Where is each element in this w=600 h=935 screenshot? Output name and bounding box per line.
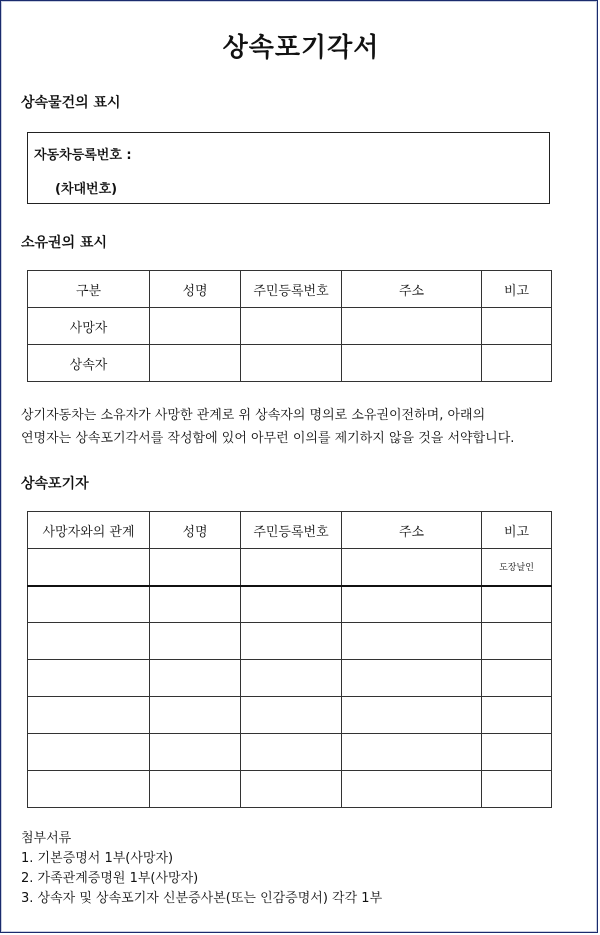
- column-header: 주소: [342, 271, 482, 308]
- relation-cell[interactable]: [28, 660, 150, 697]
- remarks-cell[interactable]: [482, 623, 552, 660]
- chassis-number-label: (차대번호): [55, 182, 118, 197]
- column-header: 주민등록번호: [241, 512, 342, 549]
- table-row: [28, 623, 552, 660]
- resident-number-cell[interactable]: [241, 697, 342, 734]
- table-row: [28, 697, 552, 734]
- resident-number-cell[interactable]: [241, 660, 342, 697]
- address-cell[interactable]: [342, 308, 482, 345]
- vehicle-info-box: [27, 132, 550, 204]
- column-header: 성명: [150, 512, 241, 549]
- statement-line: 연명자는 상속포기각서를 작성함에 있어 아무런 이의를 제기하지 않을 것을 서약합니다.: [21, 431, 515, 446]
- name-cell[interactable]: [150, 660, 241, 697]
- column-header: 사망자와의 관계: [28, 512, 150, 549]
- statement-line: 상기자동차는 소유자가 사망한 관계로 위 상속자의 명의로 소유권이전하며, 아래의: [21, 408, 486, 423]
- pledge-statement: [21, 404, 591, 450]
- resident-number-cell[interactable]: [241, 345, 342, 382]
- attachments-section: [21, 829, 382, 909]
- ownership-heading: 소유권의 표시: [21, 235, 108, 251]
- resident-number-cell[interactable]: [241, 308, 342, 345]
- resident-number-cell[interactable]: [241, 586, 342, 623]
- name-cell[interactable]: [150, 697, 241, 734]
- resident-number-cell[interactable]: [241, 771, 342, 808]
- column-header: 비고: [482, 271, 552, 308]
- remarks-cell[interactable]: [482, 734, 552, 771]
- resident-number-cell[interactable]: [241, 734, 342, 771]
- remarks-cell[interactable]: [482, 771, 552, 808]
- relation-cell[interactable]: [28, 549, 150, 586]
- table-header-row: [28, 512, 552, 549]
- relation-cell[interactable]: [28, 623, 150, 660]
- remarks-cell[interactable]: [482, 660, 552, 697]
- registration-number-label: 자동차등록번호 :: [34, 148, 132, 163]
- relation-cell[interactable]: [28, 771, 150, 808]
- name-cell[interactable]: [150, 308, 241, 345]
- column-header: 비고: [482, 512, 552, 549]
- table-row: [28, 771, 552, 808]
- attachment-item: 1. 기본증명서 1부(사망자): [21, 851, 174, 866]
- address-cell[interactable]: [342, 345, 482, 382]
- attachment-item: 3. 상속자 및 상속포기자 신분증사본(또는 인감증명서) 각각 1부: [21, 891, 383, 906]
- name-cell[interactable]: [150, 586, 241, 623]
- renouncers-heading: 상속포기자: [21, 476, 89, 492]
- table-row: [28, 660, 552, 697]
- table-row: [28, 734, 552, 771]
- resident-number-cell[interactable]: [241, 549, 342, 586]
- table-row: [28, 549, 552, 586]
- name-cell[interactable]: [150, 734, 241, 771]
- column-header: 주소: [342, 512, 482, 549]
- category-cell: 상속자: [28, 345, 150, 382]
- remarks-cell[interactable]: [482, 308, 552, 345]
- renouncer-rows: [28, 586, 552, 808]
- name-cell[interactable]: [150, 549, 241, 586]
- address-cell[interactable]: [342, 771, 482, 808]
- relation-cell[interactable]: [28, 697, 150, 734]
- renouncers-table: [27, 511, 552, 808]
- name-cell[interactable]: [150, 771, 241, 808]
- document-title: 상속포기각서: [222, 33, 380, 63]
- column-header: 주민등록번호: [241, 271, 342, 308]
- remarks-cell[interactable]: [482, 586, 552, 623]
- address-cell[interactable]: [342, 623, 482, 660]
- address-cell[interactable]: [342, 586, 482, 623]
- address-cell[interactable]: [342, 697, 482, 734]
- column-header: 구분: [28, 271, 150, 308]
- table-row: [28, 345, 552, 382]
- attachment-item: 2. 가족관계증명원 1부(사망자): [21, 871, 199, 886]
- remarks-cell[interactable]: [482, 345, 552, 382]
- category-cell: 사망자: [28, 308, 150, 345]
- ownership-table: [27, 270, 552, 382]
- name-cell[interactable]: [150, 623, 241, 660]
- seal-note: 도장날인: [482, 549, 552, 586]
- table-row: [28, 586, 552, 623]
- address-cell[interactable]: [342, 549, 482, 586]
- resident-number-cell[interactable]: [241, 623, 342, 660]
- property-heading: 상속물건의 표시: [21, 95, 121, 111]
- name-cell[interactable]: [150, 345, 241, 382]
- table-row: [28, 308, 552, 345]
- address-cell[interactable]: [342, 734, 482, 771]
- remarks-cell[interactable]: [482, 697, 552, 734]
- table-header-row: [28, 271, 552, 308]
- relation-cell[interactable]: [28, 734, 150, 771]
- attachments-heading: 첨부서류: [21, 831, 72, 846]
- relation-cell[interactable]: [28, 586, 150, 623]
- address-cell[interactable]: [342, 660, 482, 697]
- column-header: 성명: [150, 271, 241, 308]
